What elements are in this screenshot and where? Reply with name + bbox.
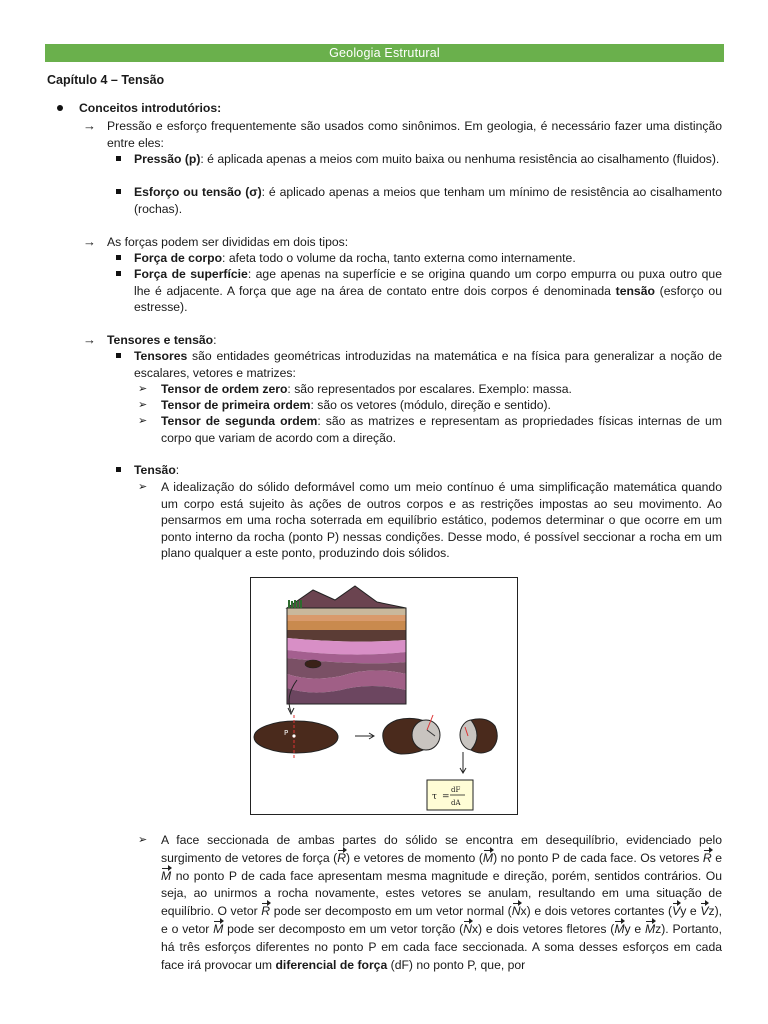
formula-denominator: dA [451, 799, 461, 807]
point-p-label: P [284, 729, 289, 737]
rock-section-figure [250, 577, 518, 815]
list-item: Pressão (p): é aplicada apenas a meios com muito baixa ou nenhuma resistência ao cisalhamento (fluidos). [134, 152, 720, 166]
chevron-right-icon: ➢ [138, 834, 148, 846]
chevron-right-icon: ➢ [138, 415, 148, 427]
list-item: Tensor de segunda ordem: são as matrizes e representam as propriedades físicas internas de um corpo que variam de acordo com a direção. [161, 414, 722, 445]
arrow-right-icon: → [83, 332, 96, 347]
chevron-right-icon: ➢ [138, 383, 148, 395]
square-bullet-icon [116, 189, 121, 194]
square-bullet-icon [116, 255, 121, 260]
chevron-right-icon: ➢ [138, 481, 148, 493]
formula-numerator: dF [451, 786, 461, 794]
section-heading: Tensores e tensão: [107, 333, 217, 347]
paragraph: Pressão e esforço frequentemente são usados como sinônimos. Em geologia, é necessário fazer uma distinção entre eles: [107, 119, 722, 150]
list-item: Tensor de primeira ordem: são os vetores (módulo, direção e sentido). [161, 398, 551, 412]
square-bullet-icon [116, 353, 121, 358]
list-item: Tensores são entidades geométricas introduzidas na matemática e na física para generalizar a noção de escalares, vetores e matrizes: [134, 349, 722, 380]
list-item: Força de corpo: afeta todo o volume da rocha, tanto externa como internamente. [134, 251, 576, 265]
arrow-right-icon: → [83, 118, 96, 133]
chapter-title: Capítulo 4 – Tensão [47, 73, 165, 87]
list-item: Tensor de ordem zero: são representados por escalares. Exemplo: massa. [161, 382, 572, 396]
paragraph: A idealização do sólido deformável como um meio contínuo é uma simplificação matemática quando um corpo está sujeito às ações de outros corpos e as restrições impostas ao seu movimento. Ao pensarmos em uma rocha soterrada em equilíbrio estático, podemos determinar o que ocorre em um ponto interno da rocha (ponto P) nessas condições. Desse modo, é possível seccionar a rocha em um plano qualquer a este ponto, produzindo dois sólidos. [161, 480, 722, 561]
arrow-right-icon: → [83, 234, 96, 249]
list-item: Força de superfície: age apenas na superfície e se origina quando um corpo empurra ou puxa outro que lhe é adjacente. A força que age na área de contato entre dois corpos é denominada tensão (esforço ou estresse). [134, 267, 722, 315]
chevron-right-icon: ➢ [138, 399, 148, 411]
paragraph: As forças podem ser divididas em dois tipos: [107, 235, 349, 249]
formula-equals: = [442, 792, 450, 802]
bullet-dot-icon [57, 105, 63, 111]
formula-tau: τ [432, 792, 437, 802]
square-bullet-icon [116, 467, 121, 472]
header-banner: Geologia Estrutural [45, 44, 724, 62]
list-item: Esforço ou tensão (σ): é aplicado apenas a meios que tenham um mínimo de resistência ao cisalhamento (rochas). [134, 185, 722, 216]
subsection-heading: Tensão: [134, 463, 180, 477]
square-bullet-icon [116, 271, 121, 276]
square-bullet-icon [116, 156, 121, 161]
rock-diagram [251, 578, 517, 814]
paragraph: A face seccionada de ambas partes do sólido se encontra em desequilíbrio, evidenciado pelo surgimento de vetores de força (R) e vetores de momento (M) no ponto P de cada face. Os vetores R e M no ponto P de cada face apresentam mesma magnitude e direção, porém, sentidos contrários. Ou seja, ao unirmos a rocha novamente, estes vetores se anulam, resultando em uma situação de equilíbrio. O vetor R pode ser decomposto em um vetor normal (Nx) e dois vetores cortantes (Vy e Vz), e o vetor M pode ser decomposto em um vetor torção (Nx) e dois vetores fletores (My e Mz). Portanto, há três esforços diferentes no ponto P em cada face seccionada. A soma desses esforços em cada face irá provocar um diferencial de força (dF) no ponto P, que, por [161, 833, 723, 972]
section-heading: Conceitos introdutórios: [79, 101, 222, 115]
